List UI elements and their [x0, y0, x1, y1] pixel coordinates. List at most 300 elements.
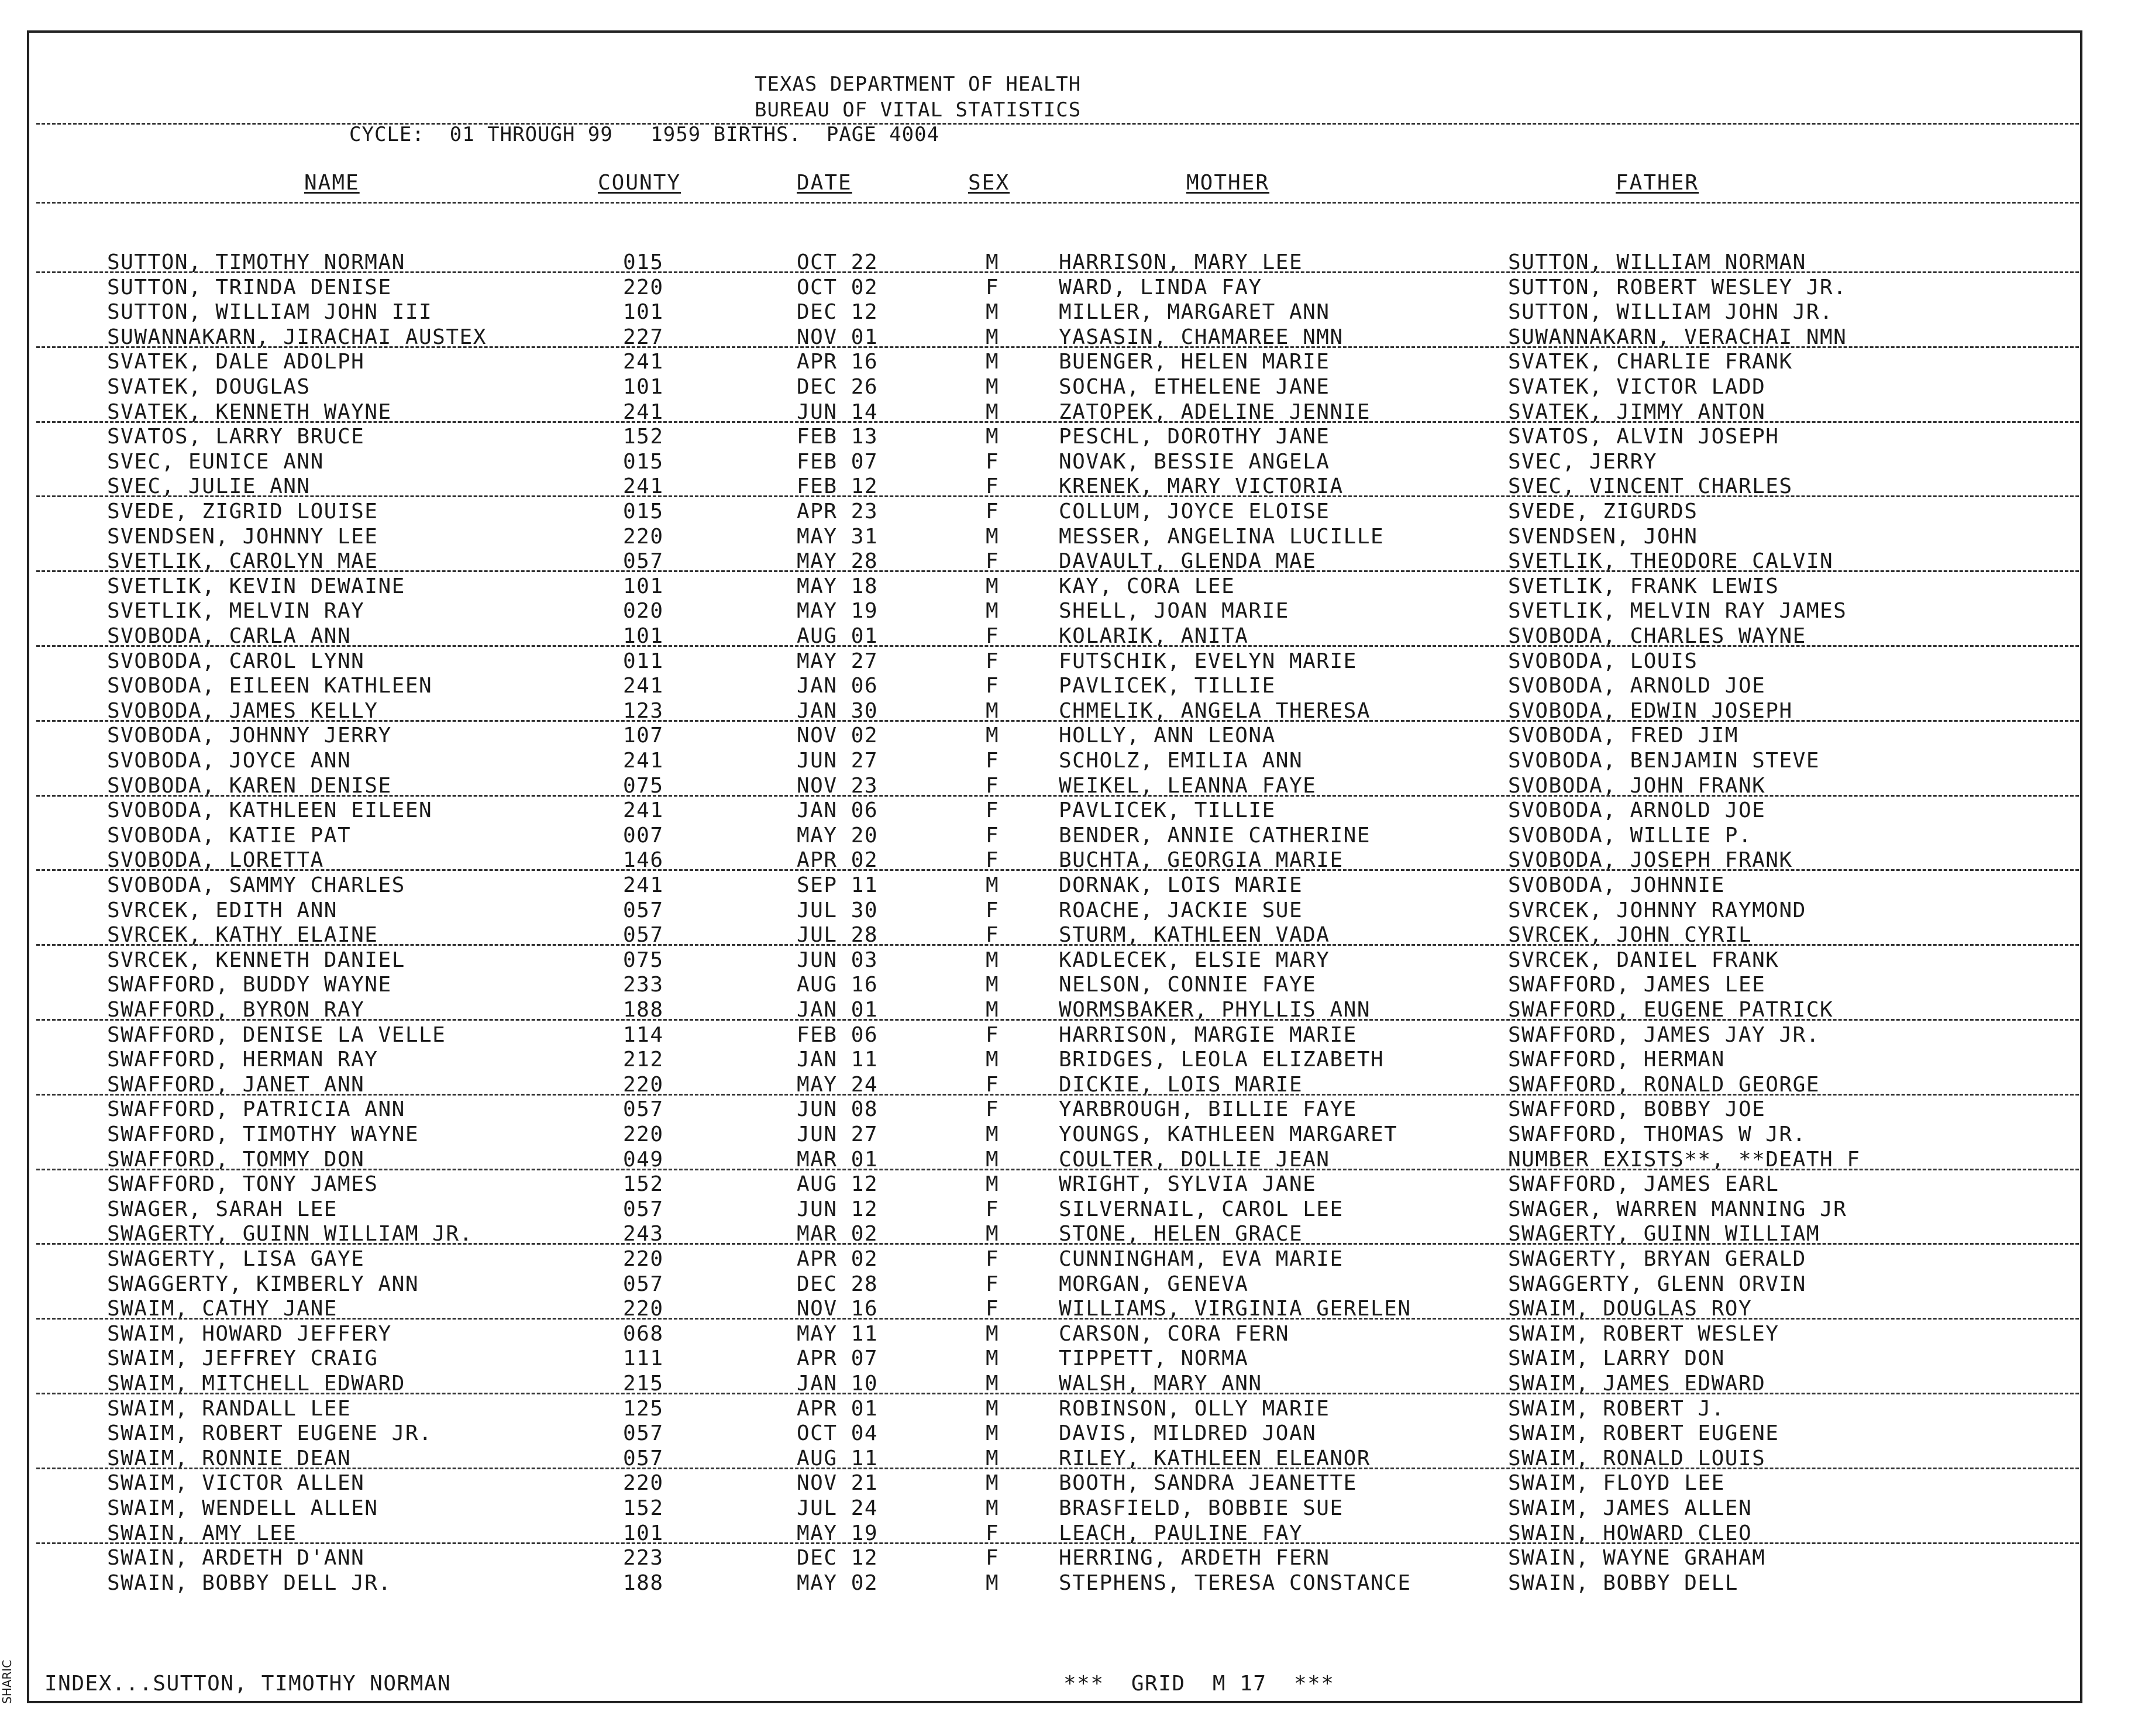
cell-name: SVEC, JULIE ANN	[107, 474, 311, 499]
cell-mother: DICKIE, LOIS MARIE	[1059, 1072, 1303, 1097]
cell-county: 241	[623, 350, 664, 374]
table-row	[0, 574, 2138, 599]
cell-county: 152	[623, 1496, 664, 1520]
cell-sex: M	[986, 1496, 1000, 1520]
cell-name: SWAIM, RONNIE DEAN	[107, 1446, 352, 1470]
footer-grid: *** GRID M 17 ***	[1063, 1672, 1335, 1696]
cell-date: JUL 24	[797, 1496, 879, 1520]
cell-name: SVETLIK, CAROLYN MAE	[107, 549, 378, 574]
cell-county: 101	[623, 375, 664, 399]
cell-date: FEB 12	[797, 474, 879, 499]
cell-father: SWAIM, JAMES EDWARD	[1508, 1372, 1766, 1396]
column-header-sex: SEX	[968, 171, 1010, 195]
cell-mother: YARBROUGH, BILLIE FAYE	[1059, 1097, 1357, 1122]
cell-name: SWAIM, JEFFREY CRAIG	[107, 1346, 378, 1371]
cell-sex: M	[986, 1172, 1000, 1197]
cell-date: APR 01	[797, 1396, 879, 1421]
cell-sex: F	[986, 1072, 1000, 1097]
cell-father: SWAGERTY, BRYAN GERALD	[1508, 1247, 1806, 1271]
cell-county: 057	[623, 1446, 664, 1470]
cell-county: 233	[623, 973, 664, 997]
table-row	[0, 973, 2138, 997]
cell-date: NOV 16	[797, 1297, 879, 1321]
cell-father: SWAFFORD, EUGENE PATRICK	[1508, 998, 1834, 1022]
cell-father: SWAGER, WARREN MANNING JR	[1508, 1197, 1847, 1221]
cell-mother: STEPHENS, TERESA CONSTANCE	[1059, 1570, 1411, 1595]
cell-mother: MESSER, ANGELINA LUCILLE	[1059, 524, 1385, 549]
column-header-county: COUNTY	[598, 171, 681, 195]
cell-date: JAN 11	[797, 1048, 879, 1072]
cell-date: JUN 27	[797, 749, 879, 773]
cell-mother: CUNNINGHAM, EVA MARIE	[1059, 1247, 1344, 1271]
cell-mother: PAVLICEK, TILLIE	[1059, 674, 1276, 698]
cell-date: OCT 02	[797, 275, 879, 299]
cell-date: MAY 19	[797, 1521, 879, 1545]
cell-date: JUL 30	[797, 898, 879, 922]
cell-father: SWAIM, ROBERT WESLEY	[1508, 1321, 1779, 1346]
cell-county: 152	[623, 425, 664, 449]
table-row	[0, 674, 2138, 698]
cell-county: 057	[623, 549, 664, 574]
cell-father: SWAFFORD, BOBBY JOE	[1508, 1097, 1766, 1122]
cell-mother: HERRING, ARDETH FERN	[1059, 1546, 1330, 1570]
cell-county: 075	[623, 948, 664, 972]
cell-father: SVEC, VINCENT CHARLES	[1508, 474, 1793, 499]
cell-sex: F	[986, 474, 1000, 499]
cell-name: SVETLIK, MELVIN RAY	[107, 599, 365, 624]
table-row	[0, 1571, 2138, 1596]
table-row	[0, 425, 2138, 449]
table-row	[0, 1172, 2138, 1197]
cell-date: MAY 28	[797, 549, 879, 574]
table-row	[0, 599, 2138, 624]
cell-mother: HOLLY, ANN LEONA	[1059, 724, 1276, 748]
table-row	[0, 1048, 2138, 1072]
cell-sex: F	[986, 923, 1000, 948]
cell-sex: F	[986, 1521, 1000, 1545]
cell-date: OCT 04	[797, 1421, 879, 1446]
cell-date: MAY 27	[797, 649, 879, 673]
table-row	[0, 824, 2138, 848]
cell-father: SVOBODA, FRED JIM	[1508, 724, 1738, 748]
cell-name: SWAGERTY, LISA GAYE	[107, 1247, 365, 1271]
cell-name: SUTTON, WILLIAM JOHN III	[107, 300, 433, 325]
cell-mother: MORGAN, GENEVA	[1059, 1272, 1249, 1296]
cell-sex: M	[986, 873, 1000, 897]
cell-father: SVATEK, JIMMY ANTON	[1508, 399, 1766, 424]
cell-father: SVRCEK, DANIEL FRANK	[1508, 948, 1779, 972]
row-guide-line	[36, 1094, 2079, 1096]
cell-father: SWAIM, FLOYD LEE	[1508, 1471, 1725, 1496]
cell-name: SVOBODA, LORETTA	[107, 848, 324, 873]
cell-name: SVRCEK, EDITH ANN	[107, 898, 338, 922]
cell-father: SWAIM, LARRY DON	[1508, 1346, 1725, 1371]
cell-mother: KRENEK, MARY VICTORIA	[1059, 474, 1344, 499]
table-row	[0, 898, 2138, 923]
cell-county: 241	[623, 749, 664, 773]
footer-index: INDEX...SUTTON, TIMOTHY NORMAN	[44, 1672, 452, 1696]
cell-mother: RILEY, KATHLEEN ELEANOR	[1059, 1446, 1371, 1470]
cell-date: APR 23	[797, 500, 879, 523]
cell-county: 020	[623, 599, 664, 624]
cell-father: SWAGGERTY, GLENN ORVIN	[1508, 1272, 1806, 1296]
cell-date: JAN 01	[797, 998, 879, 1022]
cell-name: SWAFFORD, TIMOTHY WAYNE	[107, 1122, 419, 1146]
cell-name: SWAIN, ARDETH D'ANN	[107, 1546, 365, 1570]
cell-name: SVOBODA, CAROL LYNN	[107, 649, 365, 673]
cell-sex: F	[986, 823, 1000, 848]
cell-name: SWAIN, BOBBY DELL JR.	[107, 1570, 392, 1595]
cell-sex: F	[986, 624, 1000, 648]
cell-father: SWAIN, HOWARD CLEO	[1508, 1521, 1753, 1545]
cell-date: MAY 11	[797, 1321, 879, 1346]
cell-sex: M	[986, 973, 1000, 997]
cell-name: SVETLIK, KEVIN DEWAINE	[107, 574, 405, 598]
cell-sex: M	[986, 724, 1000, 748]
cell-county: 075	[623, 773, 664, 798]
column-header-mother: MOTHER	[1186, 171, 1270, 195]
cell-sex: M	[986, 998, 1000, 1022]
cell-date: DEC 12	[797, 300, 879, 325]
table-row	[0, 1122, 2138, 1147]
cell-name: SVOBODA, CARLA ANN	[107, 624, 352, 648]
cell-name: SWAIM, HOWARD JEFFERY	[107, 1321, 392, 1346]
column-header-name: NAME	[304, 171, 360, 195]
cell-father: SVETLIK, FRANK LEWIS	[1508, 574, 1779, 598]
cell-county: 101	[623, 1521, 664, 1545]
cell-county: 220	[623, 1072, 664, 1097]
cell-mother: NOVAK, BESSIE ANGELA	[1059, 449, 1330, 474]
cell-county: 220	[623, 1247, 664, 1271]
cell-date: DEC 26	[797, 375, 879, 399]
column-header-divider	[36, 202, 2079, 204]
cell-date: FEB 06	[797, 1022, 879, 1047]
cell-mother: SHELL, JOAN MARIE	[1059, 599, 1289, 624]
cell-father: SUTTON, ROBERT WESLEY JR.	[1508, 275, 1847, 299]
cell-county: 188	[623, 998, 664, 1022]
cell-county: 101	[623, 574, 664, 598]
cell-county: 152	[623, 1172, 664, 1197]
cell-mother: HARRISON, MARGIE MARIE	[1059, 1022, 1357, 1047]
cell-sex: M	[986, 1122, 1000, 1146]
table-row	[0, 1546, 2138, 1570]
cell-date: AUG 11	[797, 1446, 879, 1470]
cell-sex: M	[986, 599, 1000, 624]
cell-county: 101	[623, 624, 664, 648]
cell-mother: FUTSCHIK, EVELYN MARIE	[1059, 649, 1357, 673]
row-guide-line	[36, 1318, 2079, 1320]
cell-date: NOV 23	[797, 773, 879, 798]
column-header-date: DATE	[797, 171, 852, 195]
cell-name: SVOBODA, JAMES KELLY	[107, 698, 378, 723]
cell-county: 212	[623, 1048, 664, 1072]
table-row	[0, 749, 2138, 773]
cell-date: MAY 20	[797, 823, 879, 848]
cell-county: 241	[623, 399, 664, 424]
cell-sex: F	[986, 1197, 1000, 1221]
table-row	[0, 1346, 2138, 1371]
cell-name: SWAGGERTY, KIMBERLY ANN	[107, 1272, 419, 1296]
cell-father: SVOBODA, EDWIN JOSEPH	[1508, 698, 1793, 723]
cell-mother: MILLER, MARGARET ANN	[1059, 300, 1330, 325]
cell-mother: SCHOLZ, EMILIA ANN	[1059, 749, 1303, 773]
cell-name: SVOBODA, KAREN DENISE	[107, 773, 392, 798]
cell-mother: ROBINSON, OLLY MARIE	[1059, 1396, 1330, 1421]
cell-name: SVATEK, KENNETH WAYNE	[107, 399, 392, 424]
cell-county: 241	[623, 873, 664, 897]
row-guide-line	[36, 869, 2079, 871]
cell-father: SVRCEK, JOHN CYRIL	[1508, 923, 1753, 948]
cell-mother: KAY, CORA LEE	[1059, 574, 1235, 598]
cell-county: 125	[623, 1396, 664, 1421]
cell-mother: COLLUM, JOYCE ELOISE	[1059, 500, 1330, 523]
cell-county: 114	[623, 1022, 664, 1047]
cell-county: 220	[623, 1297, 664, 1321]
cell-father: SWAFFORD, JAMES JAY JR.	[1508, 1022, 1820, 1047]
cell-date: MAY 24	[797, 1072, 879, 1097]
cell-county: 057	[623, 1197, 664, 1221]
cell-mother: SOCHA, ETHELENE JANE	[1059, 375, 1330, 399]
cell-father: SVOBODA, CHARLES WAYNE	[1508, 624, 1806, 648]
cell-mother: WALSH, MARY ANN	[1059, 1372, 1262, 1396]
table-row	[0, 649, 2138, 674]
table-row	[0, 798, 2138, 823]
cell-name: SVEDE, ZIGRID LOUISE	[107, 500, 378, 523]
cell-date: MAR 02	[797, 1222, 879, 1246]
cell-county: 188	[623, 1570, 664, 1595]
row-guide-line	[36, 1169, 2079, 1170]
cell-county: 068	[623, 1321, 664, 1346]
cell-father: SVEC, JERRY	[1508, 449, 1657, 474]
cell-sex: M	[986, 1147, 1000, 1172]
cell-county: 111	[623, 1346, 664, 1371]
cell-father: NUMBER EXISTS**, **DEATH F	[1508, 1147, 1861, 1172]
cell-father: SWAGERTY, GUINN WILLIAM	[1508, 1222, 1820, 1246]
cell-sex: F	[986, 848, 1000, 873]
cell-father: SVATEK, VICTOR LADD	[1508, 375, 1766, 399]
cell-county: 057	[623, 1272, 664, 1296]
cell-date: MAY 18	[797, 574, 879, 598]
column-header-father: FATHER	[1616, 171, 1699, 195]
cell-father: SVETLIK, THEODORE CALVIN	[1508, 549, 1834, 574]
cell-mother: WARD, LINDA FAY	[1059, 275, 1262, 299]
cell-date: DEC 12	[797, 1546, 879, 1570]
cell-mother: CARSON, CORA FERN	[1059, 1321, 1289, 1346]
table-row	[0, 450, 2138, 474]
cell-date: APR 07	[797, 1346, 879, 1371]
cell-date: AUG 16	[797, 973, 879, 997]
cell-mother: PAVLICEK, TILLIE	[1059, 798, 1276, 823]
cell-date: JUN 27	[797, 1122, 879, 1146]
cell-sex: M	[986, 1048, 1000, 1072]
cell-mother: KOLARIK, ANITA	[1059, 624, 1249, 648]
table-row	[0, 1247, 2138, 1272]
cell-father: SVOBODA, BENJAMIN STEVE	[1508, 749, 1820, 773]
cell-name: SUTTON, TIMOTHY NORMAN	[107, 250, 405, 274]
cell-name: SWAGER, SARAH LEE	[107, 1197, 338, 1221]
cell-father: SVOBODA, JOSEPH FRANK	[1508, 848, 1793, 873]
cell-father: SUWANNAKARN, VERACHAI NMN	[1508, 325, 1847, 349]
cell-name: SVOBODA, KATIE PAT	[107, 823, 352, 848]
cell-date: JUN 14	[797, 399, 879, 424]
cell-date: APR 02	[797, 848, 879, 873]
table-row	[0, 873, 2138, 898]
cell-name: SUTTON, TRINDA DENISE	[107, 275, 392, 299]
table-row	[0, 1023, 2138, 1048]
cell-name: SVOBODA, SAMMY CHARLES	[107, 873, 405, 897]
cell-name: SWAFFORD, PATRICIA ANN	[107, 1097, 405, 1122]
cell-name: SWAIN, AMY LEE	[107, 1521, 297, 1545]
row-guide-line	[36, 1468, 2079, 1469]
header-bureau: BUREAU OF VITAL STATISTICS	[755, 98, 1082, 122]
cell-mother: KADLECEK, ELSIE MARY	[1059, 948, 1330, 972]
cell-father: SVOBODA, JOHN FRANK	[1508, 773, 1766, 798]
cell-sex: M	[986, 698, 1000, 723]
cell-sex: M	[986, 574, 1000, 598]
cell-mother: BOOTH, SANDRA JEANETTE	[1059, 1471, 1357, 1496]
cell-county: 123	[623, 698, 664, 723]
table-row	[0, 300, 2138, 325]
cell-sex: M	[986, 1421, 1000, 1446]
cell-name: SWAFFORD, BYRON RAY	[107, 998, 365, 1022]
row-guide-line	[36, 570, 2079, 572]
cell-date: JAN 06	[797, 798, 879, 823]
cell-mother: BENDER, ANNIE CATHERINE	[1059, 823, 1371, 848]
cell-father: SWAFFORD, HERMAN	[1508, 1048, 1725, 1072]
cell-mother: DAVAULT, GLENDA MAE	[1059, 549, 1317, 574]
cell-mother: LEACH, PAULINE FAY	[1059, 1521, 1303, 1545]
cell-date: JUN 03	[797, 948, 879, 972]
cell-sex: M	[986, 1222, 1000, 1246]
cell-county: 243	[623, 1222, 664, 1246]
cell-sex: M	[986, 1396, 1000, 1421]
cell-county: 241	[623, 674, 664, 698]
cell-sex: M	[986, 1372, 1000, 1396]
cell-father: SWAIM, ROBERT EUGENE	[1508, 1421, 1779, 1446]
cell-county: 049	[623, 1147, 664, 1172]
cell-father: SVEDE, ZIGURDS	[1508, 500, 1698, 523]
cell-sex: F	[986, 1272, 1000, 1296]
cell-mother: WORMSBAKER, PHYLLIS ANN	[1059, 998, 1371, 1022]
cell-county: 227	[623, 325, 664, 349]
cell-sex: M	[986, 425, 1000, 449]
cell-sex: F	[986, 275, 1000, 299]
cell-mother: PESCHL, DOROTHY JANE	[1059, 425, 1330, 449]
cell-sex: M	[986, 1346, 1000, 1371]
table-row	[0, 1272, 2138, 1297]
cell-date: MAY 02	[797, 1570, 879, 1595]
cell-father: SVOBODA, LOUIS	[1508, 649, 1698, 673]
cell-date: APR 16	[797, 350, 879, 374]
cell-date: JAN 10	[797, 1372, 879, 1396]
cell-date: OCT 22	[797, 250, 879, 274]
cell-sex: F	[986, 1022, 1000, 1047]
cell-father: SVOBODA, WILLIE P.	[1508, 823, 1753, 848]
cell-date: JAN 06	[797, 674, 879, 698]
cell-father: SVENDSEN, JOHN	[1508, 524, 1698, 549]
cell-name: SVOBODA, EILEEN KATHLEEN	[107, 674, 433, 698]
cell-county: 015	[623, 449, 664, 474]
table-row	[0, 948, 2138, 973]
cell-county: 215	[623, 1372, 664, 1396]
table-row	[0, 500, 2138, 524]
table-row	[0, 1197, 2138, 1222]
cell-sex: F	[986, 449, 1000, 474]
cell-sex: F	[986, 1297, 1000, 1321]
cell-father: SWAIM, DOUGLAS ROY	[1508, 1297, 1753, 1321]
cell-name: SWAFFORD, TOMMY DON	[107, 1147, 365, 1172]
cell-father: SWAFFORD, RONALD GEORGE	[1508, 1072, 1820, 1097]
header-divider	[36, 123, 2079, 125]
cell-mother: STURM, KATHLEEN VADA	[1059, 923, 1330, 948]
cell-sex: M	[986, 1446, 1000, 1470]
cell-county: 241	[623, 474, 664, 499]
cell-father: SVETLIK, MELVIN RAY JAMES	[1508, 599, 1847, 624]
cell-date: FEB 07	[797, 449, 879, 474]
cell-sex: M	[986, 300, 1000, 325]
cell-mother: WILLIAMS, VIRGINIA GERELEN	[1059, 1297, 1411, 1321]
cell-sex: M	[986, 1570, 1000, 1595]
cell-father: SWAIM, RONALD LOUIS	[1508, 1446, 1766, 1470]
cell-date: JUN 12	[797, 1197, 879, 1221]
cell-name: SWAFFORD, TONY JAMES	[107, 1172, 378, 1197]
cell-mother: TIPPETT, NORMA	[1059, 1346, 1249, 1371]
cell-name: SVATOS, LARRY BRUCE	[107, 425, 365, 449]
row-guide-line	[36, 271, 2079, 273]
cell-date: NOV 21	[797, 1471, 879, 1496]
row-guide-line	[36, 645, 2079, 647]
cell-mother: BUENGER, HELEN MARIE	[1059, 350, 1330, 374]
cell-father: SWAFFORD, JAMES EARL	[1508, 1172, 1779, 1197]
cell-father: SVOBODA, JOHNNIE	[1508, 873, 1725, 897]
cell-county: 015	[623, 500, 664, 523]
cell-date: MAY 31	[797, 524, 879, 549]
cell-name: SWAIM, MITCHELL EDWARD	[107, 1372, 405, 1396]
cell-name: SVRCEK, KATHY ELAINE	[107, 923, 378, 948]
cell-sex: F	[986, 649, 1000, 673]
row-guide-line	[36, 495, 2079, 497]
cell-date: MAR 01	[797, 1147, 879, 1172]
cell-county: 146	[623, 848, 664, 873]
cell-name: SWAIM, WENDELL ALLEN	[107, 1496, 378, 1520]
cell-county: 011	[623, 649, 664, 673]
cell-mother: NELSON, CONNIE FAYE	[1059, 973, 1317, 997]
cell-name: SWAIM, RANDALL LEE	[107, 1396, 352, 1421]
cell-sex: F	[986, 898, 1000, 922]
cell-father: SUTTON, WILLIAM NORMAN	[1508, 250, 1806, 274]
row-guide-line	[36, 795, 2079, 797]
cell-sex: F	[986, 749, 1000, 773]
cell-father: SWAIN, WAYNE GRAHAM	[1508, 1546, 1766, 1570]
cell-mother: SILVERNAIL, CAROL LEE	[1059, 1197, 1344, 1221]
cell-county: 241	[623, 798, 664, 823]
cell-sex: M	[986, 948, 1000, 972]
cell-mother: WRIGHT, SYLVIA JANE	[1059, 1172, 1317, 1197]
cell-sex: M	[986, 250, 1000, 274]
cell-sex: M	[986, 524, 1000, 549]
cell-date: MAY 19	[797, 599, 879, 624]
cell-sex: F	[986, 500, 1000, 523]
cell-date: JUL 28	[797, 923, 879, 948]
cell-date: DEC 28	[797, 1272, 879, 1296]
cell-date: NOV 01	[797, 325, 879, 349]
cell-county: 015	[623, 250, 664, 274]
cell-date: AUG 12	[797, 1172, 879, 1197]
cell-mother: YASASIN, CHAMAREE NMN	[1059, 325, 1344, 349]
cell-father: SVOBODA, ARNOLD JOE	[1508, 674, 1766, 698]
cell-sex: M	[986, 1471, 1000, 1496]
cell-mother: HARRISON, MARY LEE	[1059, 250, 1303, 274]
